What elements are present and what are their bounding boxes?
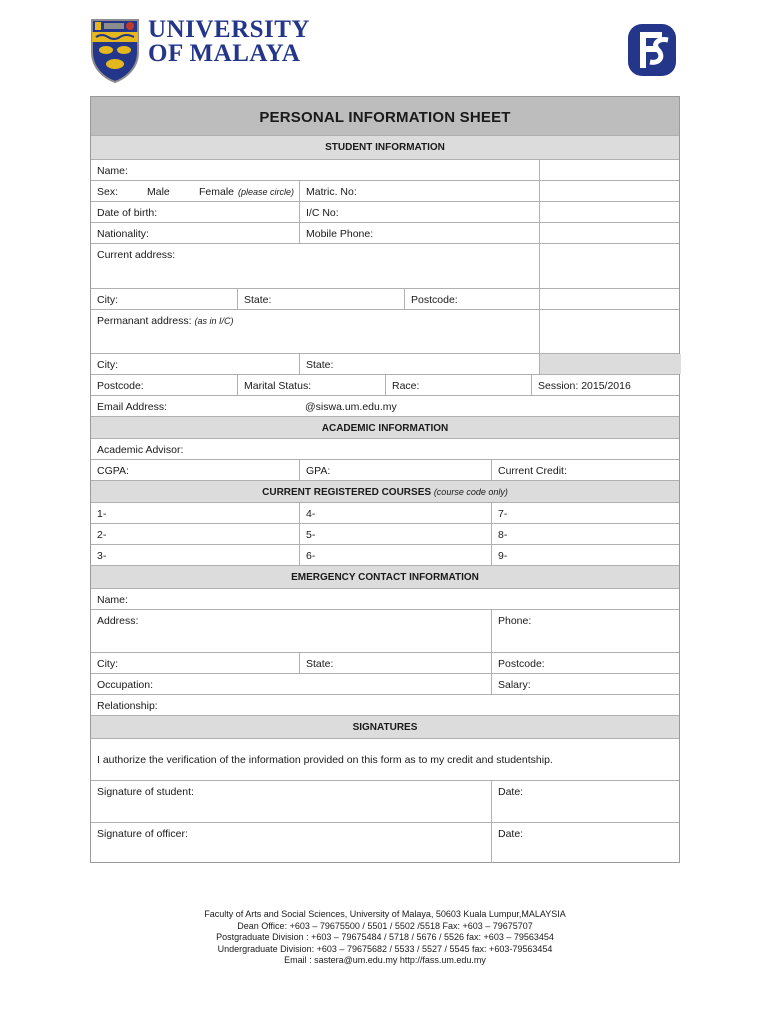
mobile-field[interactable] (299, 223, 539, 243)
emergency-address-field[interactable] (91, 610, 491, 652)
matric-field[interactable] (299, 181, 539, 201)
current-city-row (91, 288, 679, 309)
signatures-heading: SIGNATURES (352, 722, 418, 733)
officer-signature-row (91, 822, 679, 863)
student-signature-row (91, 780, 679, 822)
race-label: Race: (392, 380, 420, 392)
matric-label: Matric. No: (306, 186, 357, 198)
footer (0, 909, 770, 967)
permanent-postcode-field[interactable] (91, 375, 237, 395)
officer-signature-label: Signature of officer: (97, 828, 188, 840)
courses-note: (course code only) (433, 487, 508, 497)
course-slot-2[interactable] (91, 524, 299, 544)
course-label: 6- (306, 550, 316, 562)
current-address-label: Current address: (97, 249, 176, 261)
course-row (91, 502, 679, 523)
gpa-row (91, 459, 679, 480)
course-label: 5- (306, 529, 316, 541)
permanent-address-field[interactable] (91, 310, 539, 353)
emergency-address-row (91, 609, 679, 652)
emergency-heading-bar (91, 565, 679, 588)
course-slot-4[interactable] (299, 503, 491, 523)
nationality-label: Nationality: (97, 228, 149, 240)
student-date-label: Date: (498, 786, 524, 798)
gpa-label: GPA: (306, 465, 331, 477)
course-slot-7[interactable] (491, 503, 681, 523)
emergency-state-field[interactable] (299, 653, 491, 673)
course-label: 1- (97, 508, 107, 520)
email-field[interactable] (91, 396, 299, 416)
student-signature-label: Signature of student: (97, 786, 194, 798)
footer-address: Faculty of Arts and Social Sciences, University of Malaya, 50603 Kuala Lumpur,MALAYSIA (204, 909, 566, 919)
student-info-heading-bar (91, 135, 679, 159)
race-field[interactable] (385, 375, 531, 395)
officer-date-label: Date: (498, 828, 524, 840)
student-signature-field[interactable] (91, 781, 491, 822)
please-circle-note: (please circle) (238, 187, 295, 197)
as-in-ic-note: (as in I/C) (194, 316, 234, 326)
ic-field[interactable] (299, 202, 539, 222)
emergency-phone-label: Phone: (498, 615, 532, 627)
current-address-field[interactable] (91, 244, 539, 288)
postcode-label: Postcode: (411, 294, 458, 306)
course-label: 4- (306, 508, 316, 520)
student-info-heading: STUDENT INFORMATION (325, 142, 445, 153)
photo-box-cont (539, 310, 681, 353)
course-slot-5[interactable] (299, 524, 491, 544)
officer-date-field[interactable] (491, 823, 681, 863)
emergency-state-label: State: (306, 658, 334, 670)
emergency-city-field[interactable] (91, 653, 299, 673)
authorize-row (91, 738, 679, 780)
course-slot-9[interactable] (491, 545, 681, 565)
sex-row (91, 180, 679, 201)
occupation-row (91, 673, 679, 694)
dob-row (91, 201, 679, 222)
session-field (531, 375, 681, 395)
advisor-row (91, 438, 679, 459)
emergency-name-row (91, 588, 679, 609)
credit-label: Current Credit: (498, 465, 567, 477)
relationship-field[interactable] (91, 695, 681, 715)
state-field[interactable] (237, 289, 404, 309)
academic-heading-bar (91, 416, 679, 438)
occupation-field[interactable] (91, 674, 491, 694)
email-label: Email Address: (97, 401, 168, 413)
footer-postgraduate: Postgraduate Division : +603 – 79675484 / 5718 / 5676 / 5526 fax: +603 – 79563454 (216, 932, 554, 942)
faculty-logo (622, 20, 682, 80)
photo-box-cont (539, 181, 681, 201)
postcode-field[interactable] (404, 289, 539, 309)
university-name-line1: UNIVERSITY (148, 16, 310, 43)
officer-signature-field[interactable] (91, 823, 491, 863)
marital-row (91, 374, 679, 395)
dob-label: Date of birth: (97, 207, 158, 219)
academic-heading: ACADEMIC INFORMATION (321, 423, 449, 434)
emergency-name-field[interactable] (91, 589, 681, 609)
shaded-cell (539, 354, 681, 374)
university-name-line2: OF MALAYA (148, 40, 301, 67)
photo-box (539, 160, 681, 180)
footer-undergraduate: Undergraduate Division: +603 – 79675682 / 5533 / 5527 / 5545 fax: +603-79563454 (217, 943, 553, 954)
personal-information-form (90, 96, 680, 863)
sex-label: Sex: (97, 186, 119, 198)
permanent-postcode-label: Postcode: (97, 380, 144, 392)
credit-field[interactable] (491, 460, 681, 480)
female-option[interactable]: Female (199, 186, 235, 198)
emergency-name-label: Name: (97, 594, 128, 606)
emergency-address-label: Address: (97, 615, 139, 627)
emergency-heading: EMERGENCY CONTACT INFORMATION (291, 572, 479, 583)
marital-status-label: Marital Status: (244, 380, 312, 392)
marital-status-field[interactable] (237, 375, 385, 395)
nationality-field[interactable] (91, 223, 299, 243)
form-title: PERSONAL INFORMATION SHEET (259, 109, 511, 126)
student-name-field[interactable] (91, 160, 539, 180)
relationship-row (91, 694, 679, 715)
course-label: 2- (97, 529, 107, 541)
photo-box-cont (539, 244, 681, 288)
courses-heading (91, 481, 679, 498)
form-title-bar (91, 97, 679, 135)
current-address-row (91, 243, 679, 288)
student-date-field[interactable] (491, 781, 681, 822)
sex-field[interactable] (91, 181, 299, 201)
course-label: 8- (498, 529, 508, 541)
mobile-label: Mobile Phone: (306, 228, 374, 240)
student-name-label: Name: (97, 165, 128, 177)
course-slot-3[interactable] (91, 545, 299, 565)
occupation-label: Occupation: (97, 679, 154, 691)
cgpa-label: CGPA: (97, 465, 129, 477)
session-label: Session: 2015/2016 (538, 380, 631, 392)
photo-box-cont (539, 223, 681, 243)
gpa-field[interactable] (299, 460, 491, 480)
course-label: 7- (498, 508, 508, 520)
photo-box-cont (539, 202, 681, 222)
email-domain-text: @siswa.um.edu.my (305, 401, 397, 413)
male-option[interactable]: Male (147, 186, 170, 198)
university-crest-logo (90, 18, 140, 84)
course-label: 9- (498, 550, 508, 562)
courses-heading-bar (91, 480, 679, 502)
email-row (91, 395, 679, 416)
nationality-row (91, 222, 679, 243)
photo-box-cont (539, 289, 681, 309)
permanent-state-label: State: (306, 359, 334, 371)
advisor-field[interactable] (91, 439, 681, 459)
relationship-label: Relationship: (97, 700, 158, 712)
state-label: State: (244, 294, 272, 306)
course-row (91, 544, 679, 565)
course-row (91, 523, 679, 544)
permanent-address-label: Permanant address: (97, 315, 192, 327)
courses-heading-text: CURRENT REGISTERED COURSES (262, 487, 432, 498)
signatures-heading-bar (91, 715, 679, 738)
permanent-address-row (91, 309, 679, 353)
email-domain (299, 396, 681, 416)
permanent-city-field[interactable] (91, 354, 299, 374)
footer-email-web: Email : sastera@um.edu.my http://fass.um.edu.my (284, 955, 486, 965)
dob-field[interactable] (91, 202, 299, 222)
salary-field[interactable] (491, 674, 681, 694)
ic-label: I/C No: (306, 207, 339, 219)
emergency-city-row (91, 652, 679, 673)
name-row (91, 159, 679, 180)
cgpa-field[interactable] (91, 460, 299, 480)
course-slot-6[interactable] (299, 545, 491, 565)
permanent-city-label: City: (97, 359, 118, 371)
emergency-city-label: City: (97, 658, 118, 670)
emergency-postcode-field[interactable] (491, 653, 681, 673)
salary-label: Salary: (498, 679, 531, 691)
city-field[interactable] (91, 289, 237, 309)
course-slot-8[interactable] (491, 524, 681, 544)
permanent-state-field[interactable] (299, 354, 539, 374)
emergency-postcode-label: Postcode: (498, 658, 545, 670)
course-slot-1[interactable] (91, 503, 299, 523)
advisor-label: Academic Advisor: (97, 444, 184, 456)
authorize-statement: I authorize the verification of the information provided on this form as to my credit and studentship. (97, 754, 553, 766)
permanent-city-row (91, 353, 679, 374)
footer-dean-office: Dean Office: +603 – 79675500 / 5501 / 5502 /5518 Fax: +603 – 79675707 (237, 920, 533, 931)
emergency-phone-field[interactable] (491, 610, 681, 652)
course-label: 3- (97, 550, 107, 562)
city-label: City: (97, 294, 118, 306)
